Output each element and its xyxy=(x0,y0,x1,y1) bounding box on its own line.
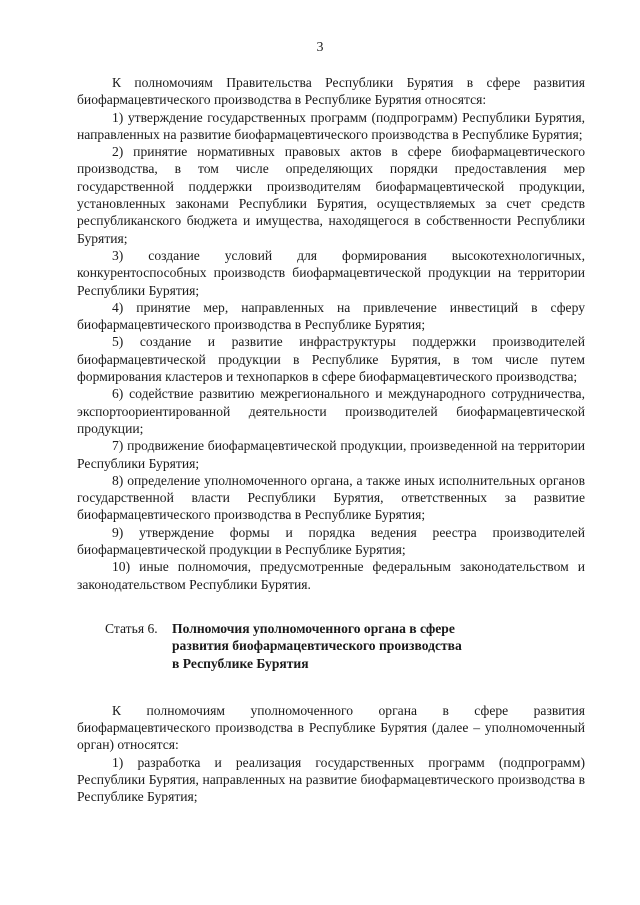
paragraph: К полномочиям Правительства Республики Бурятия в сфере развития биофармацевтического производства в Республике Бурятия относятся: xyxy=(77,75,585,108)
article-title: Полномочия уполномоченного органа в сфере развития биофармацевтического производства в Республике Бурятия xyxy=(172,620,462,671)
paragraph: К полномочиям уполномоченного органа в сфере развития биофармацевтического производства в Республике Бурятия (далее – уполномоченный орган) относятся: xyxy=(77,702,585,753)
list-item: 1) утверждение государственных программ (подпрограмм) Республики Бурятия, направленных на развитие биофармацевтического производства в Республике Бурятия; xyxy=(77,109,585,142)
document-body xyxy=(77,74,585,806)
list-item: 6) содействие развитию межрегионального и международного сотрудничества, экспортоориентированной деятельности производителей биофармацевтической продукции; xyxy=(77,386,585,436)
list-item: 5) создание и развитие инфраструктуры поддержки производителей биофармацевтической продукции в Республике Бурятия, в том числе путем формирования кластеров и технопарков в сфере биофармацевтического производства; xyxy=(77,334,585,385)
list-item: 9) утверждение формы и порядка ведения реестра производителей биофармацевтической продукции в Республике Бурятия; xyxy=(77,524,585,558)
list-item: 10) иные полномочия, предусмотренные федеральным законодательством и законодательством Республики Бурятия. xyxy=(77,559,585,592)
list-item: 7) продвижение биофармацевтической продукции, произведенной на территории Республики Бурятия; xyxy=(77,438,585,471)
list-item: 3) создание условий для формирования высокотехнологичных, конкурентоспособных производств биофармацевтической продукции на территории Республики Бурятия; xyxy=(77,247,585,298)
list-item: 1) разработка и реализация государственных программ (подпрограмм) Республики Бурятия, направленных на развитие биофармацевтического производства в Республике Бурятия; xyxy=(77,754,585,805)
article-heading xyxy=(77,620,585,672)
list-item: 8) определение уполномоченного органа, а также иных исполнительных органов государственной власти Республики Бурятия, ответственных за развитие биофармацевтического производства в Республике Бурятия; xyxy=(77,472,585,523)
list-item: 4) принятие мер, направленных на привлечение инвестиций в сферу биофармацевтического производства в Республике Бурятия; xyxy=(77,299,585,333)
page-number: 3 xyxy=(316,40,324,55)
list-item: 2) принятие нормативных правовых актов в сфере биофармацевтического производства, в том числе определяющих порядки предоставления мер государственной поддержки производителям биофармацевтической продукции, установленных законами Республики Бурятия, осуществляемых за счет средств республиканского бюджета и имущества, находящегося в собственности Республики Бурятия; xyxy=(77,144,585,246)
article-label: Статья 6. xyxy=(105,620,158,636)
